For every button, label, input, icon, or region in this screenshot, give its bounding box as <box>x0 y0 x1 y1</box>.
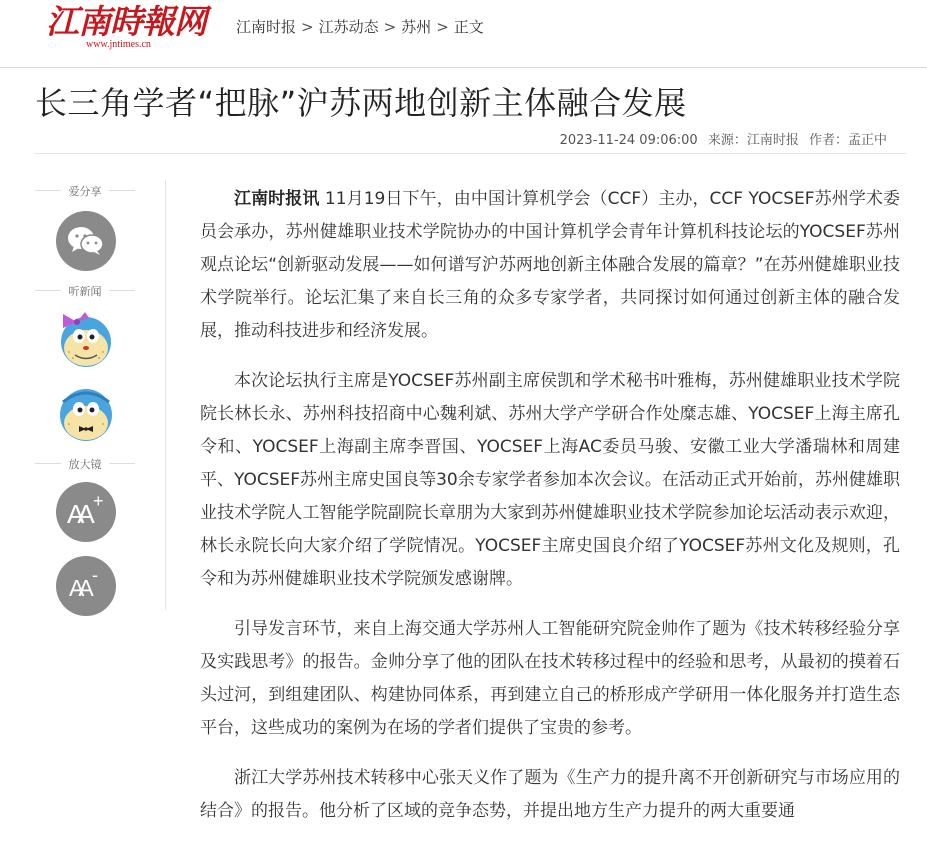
wechat-icon <box>66 225 106 257</box>
shrink-font-icon <box>66 565 106 601</box>
meta-divider <box>35 153 906 154</box>
breadcrumb-suzhou[interactable]: 苏州 <box>401 18 432 36</box>
article-meta <box>554 129 887 148</box>
breadcrumb-jiangsu[interactable]: 江苏动态 <box>318 18 379 36</box>
font-enlarge-button[interactable] <box>56 482 116 542</box>
share-label: 爱分享 <box>35 183 135 199</box>
wechat-share-button[interactable] <box>56 211 116 271</box>
breadcrumb <box>236 16 484 37</box>
shrink-font-text: AA <box>69 575 88 601</box>
breadcrumb-separator: > <box>301 18 314 36</box>
article-paragraph-2: 本次论坛执行主席是YOCSEF苏州副主席侯凯和学术秘书叶雅梅，苏州健雄职业技术学院院长林长永、苏州科技招商中心魏利斌、苏州大学产学研合作处糜志雄、YOCSEF上海主席孔令和、YOCSEF上海副主席李晋国、YOCSEF上海AC委员马骏、安徽工业大学潘瑞林和周建平、YOCSEF苏州主席史国良等30余专家学者参加本次会议。在活动正式开始前，苏州健雄职业技术学院人工智能学院副院长章朋为大家到苏州健雄职业技术学院参加论坛活动表示欢迎，林长永院长向大家介绍了学院情况。YOCSEF主席史国良介绍了YOCSEF苏州文化及规则，孔令和为苏州健雄职业技术学院颁发感谢牌。 <box>200 371 900 589</box>
site-logo[interactable] <box>46 2 216 54</box>
enlarge-font-icon <box>66 491 106 529</box>
header-divider <box>0 67 927 68</box>
enlarge-plus-sign: + <box>93 491 104 511</box>
paragraph-text: 11月19日下午，由中国计算机学会（CCF）主办，CCF YOCSEF苏州学术委员会承办，苏州健雄职业技术学院协办的中国计算机学会青年计算机科技论坛的YOCSEF苏州观点论坛“创新驱动发展——如何谱写沪苏两地创新主体融合发展的篇章？”在苏州健雄职业技术学院举行。论坛汇集了来自长三角的众多专家学者，共同探讨如何通过创新主体的融合发展，推动科技进步和经济发展。 <box>200 189 901 341</box>
female-voice-avatar-icon[interactable] <box>55 308 117 370</box>
article-body <box>200 183 900 845</box>
enlarge-font-text: AA <box>67 499 88 529</box>
article-paragraph-1 <box>200 183 900 348</box>
logo-url: www.jntimes.cn <box>86 39 151 50</box>
lead-label: 江南时报讯 <box>234 189 320 209</box>
listen-label: 听新闻 <box>35 283 135 299</box>
logo-text: 江南時報网 <box>46 2 206 41</box>
breadcrumb-current: 正文 <box>453 18 484 36</box>
font-shrink-button[interactable] <box>56 556 116 616</box>
article-title: 长三角学者“把脉”沪苏两地创新主体融合发展 <box>35 84 687 122</box>
breadcrumb-separator: > <box>383 18 397 36</box>
breadcrumb-separator: > <box>436 18 449 36</box>
article-author: 作者：孟正中 <box>808 133 887 148</box>
shrink-minus-sign: - <box>92 565 98 585</box>
breadcrumb-home[interactable]: 江南时报 <box>236 18 297 36</box>
zoom-label: 放大镜 <box>35 456 135 472</box>
article-source: 来源：江南时报 <box>707 133 799 148</box>
article-paragraph-4: 浙江大学苏州技术转移中心张天义作了题为《生产力的提升离不开创新研究与市场应用的结合》的报告。他分析了区域的竞争态势，并提出地方生产力提升的两大重要通 <box>200 768 900 821</box>
share-sidebar <box>35 180 166 610</box>
article-paragraph-3: 引导发言环节，来自上海交通大学苏州人工智能研究院金帅作了题为《技术转移经验分享及实践思考》的报告。金帅分享了他的团队在技术转移过程中的经验和思考，从最初的摸着石头过河，到组建团队、构建协同体系，再到建立自己的桥形成产学研用一体化服务并打造生态平台，这些成功的案例为在场的学者们提供了宝贵的参考。 <box>200 619 900 738</box>
publish-datetime: 2023-11-24 09:06:00 <box>559 133 698 148</box>
male-voice-avatar-icon[interactable] <box>55 382 117 444</box>
